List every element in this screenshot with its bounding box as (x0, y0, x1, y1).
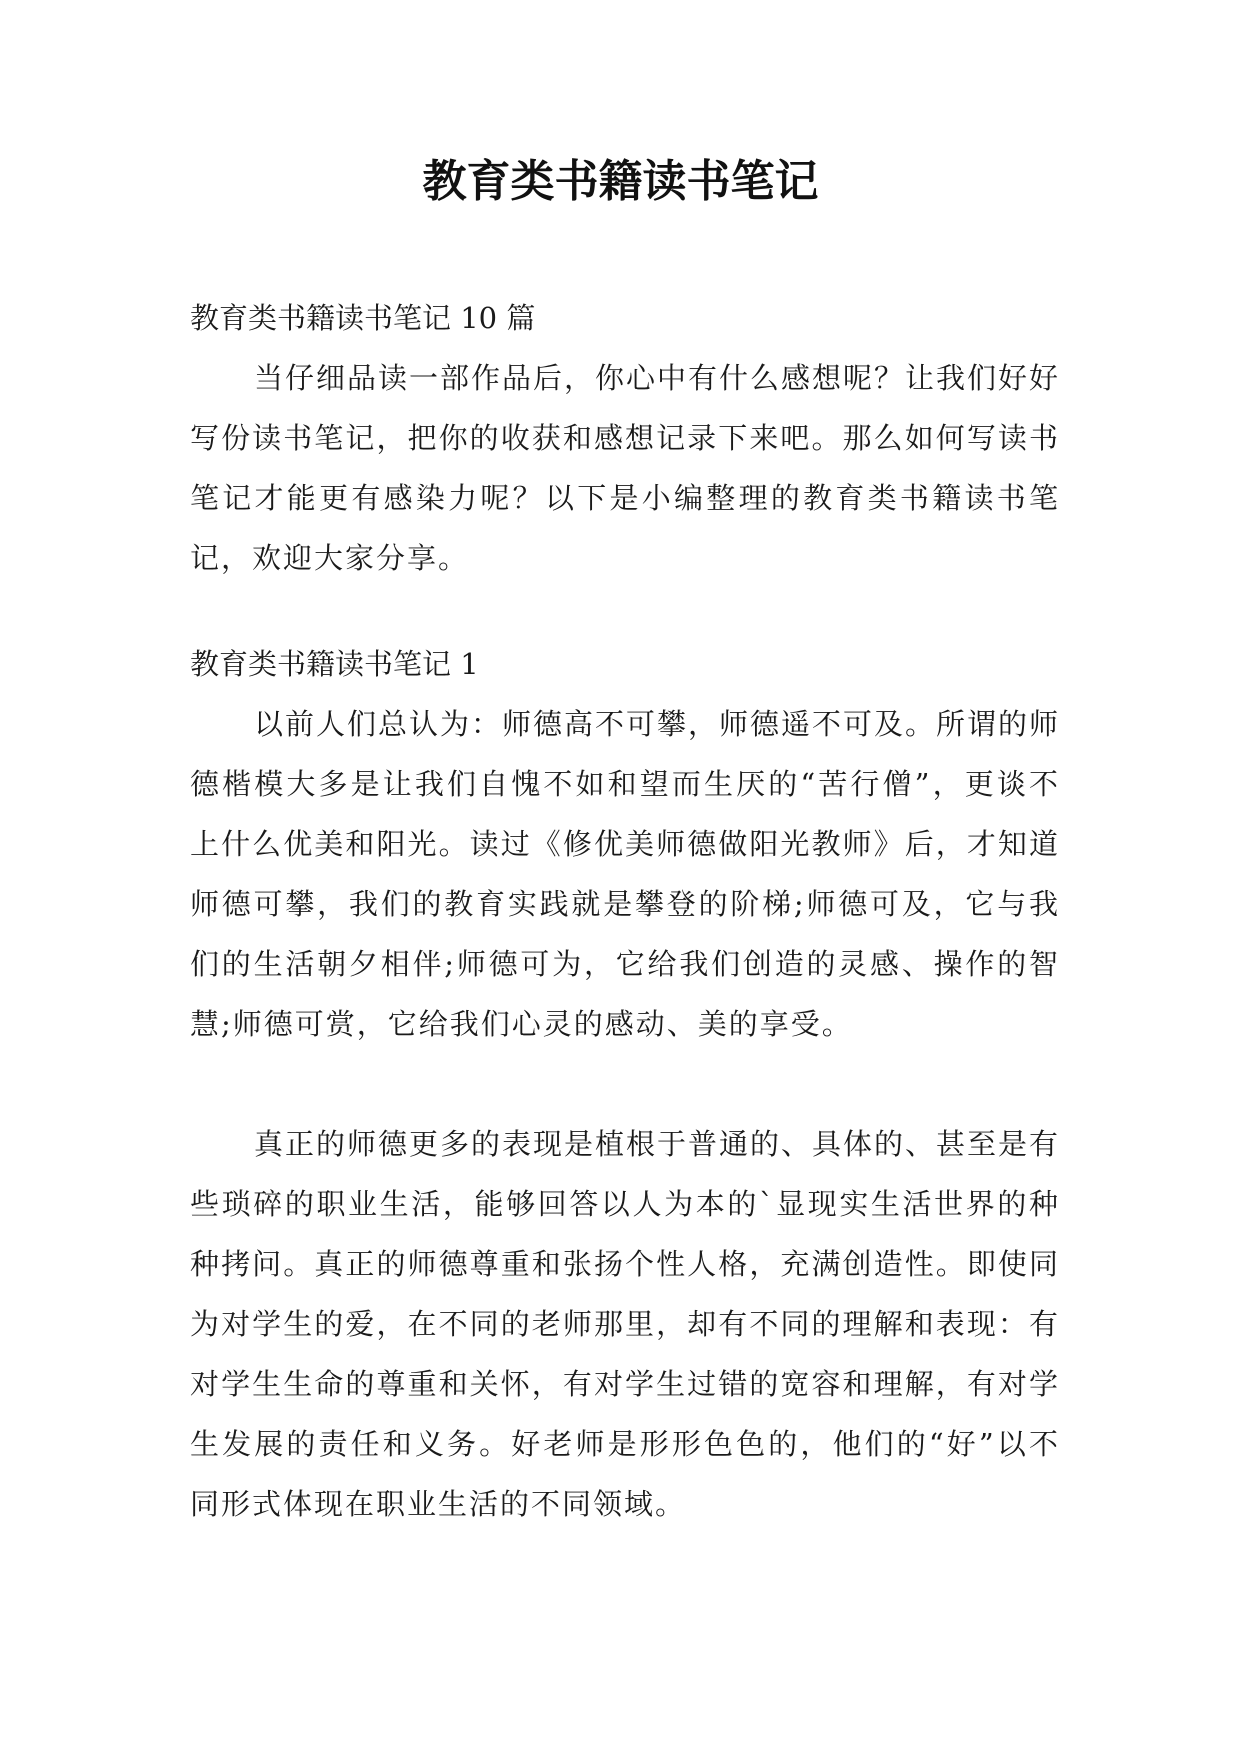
section-heading: 教育类书籍读书笔记 1 (190, 647, 479, 681)
intro-heading: 教育类书籍读书笔记 10 篇 (190, 301, 536, 335)
document-title: 教育类书籍读书笔记 (422, 156, 819, 207)
intro-paragraph: 当仔细品读一部作品后，你心中有什么感想呢？让我们好好写份读书笔记，把你的收获和感想记录下来吧。那么如何写读书笔记才能更有感染力呢？以下是小编整理的教育类书籍读书笔记，欢迎大家分享。 (190, 361, 1061, 575)
section-paragraph-1: 以前人们总认为：师德高不可攀，师德遥不可及。所谓的师德楷模大多是让我们自愧不如和望而生厌的“苦行僧”，更谈不上什么优美和阳光。读过《修优美师德做阳光教师》后，才知道师德可攀，我们的教育实践就是攀登的阶梯;师德可及，它与我们的生活朝夕相伴;师德可为，它给我们创造的灵感、操作的智慧;师德可赏，它给我们心灵的感动、美的享受。 (190, 707, 1061, 1041)
section-paragraph-2: 真正的师德更多的表现是植根于普通的、具体的、甚至是有些琐碎的职业生活，能够回答以人为本的`显现实生活世界的种种拷问。真正的师德尊重和张扬个性人格，充满创造性。即使同为对学生的爱，在不同的老师那里，却有不同的理解和表现：有对学生生命的尊重和关怀，有对学生过错的宽容和理解，有对学生发展的责任和义务。好老师是形形色色的，他们的“好”以不同形式体现在职业生活的不同领域。 (190, 1127, 1061, 1521)
